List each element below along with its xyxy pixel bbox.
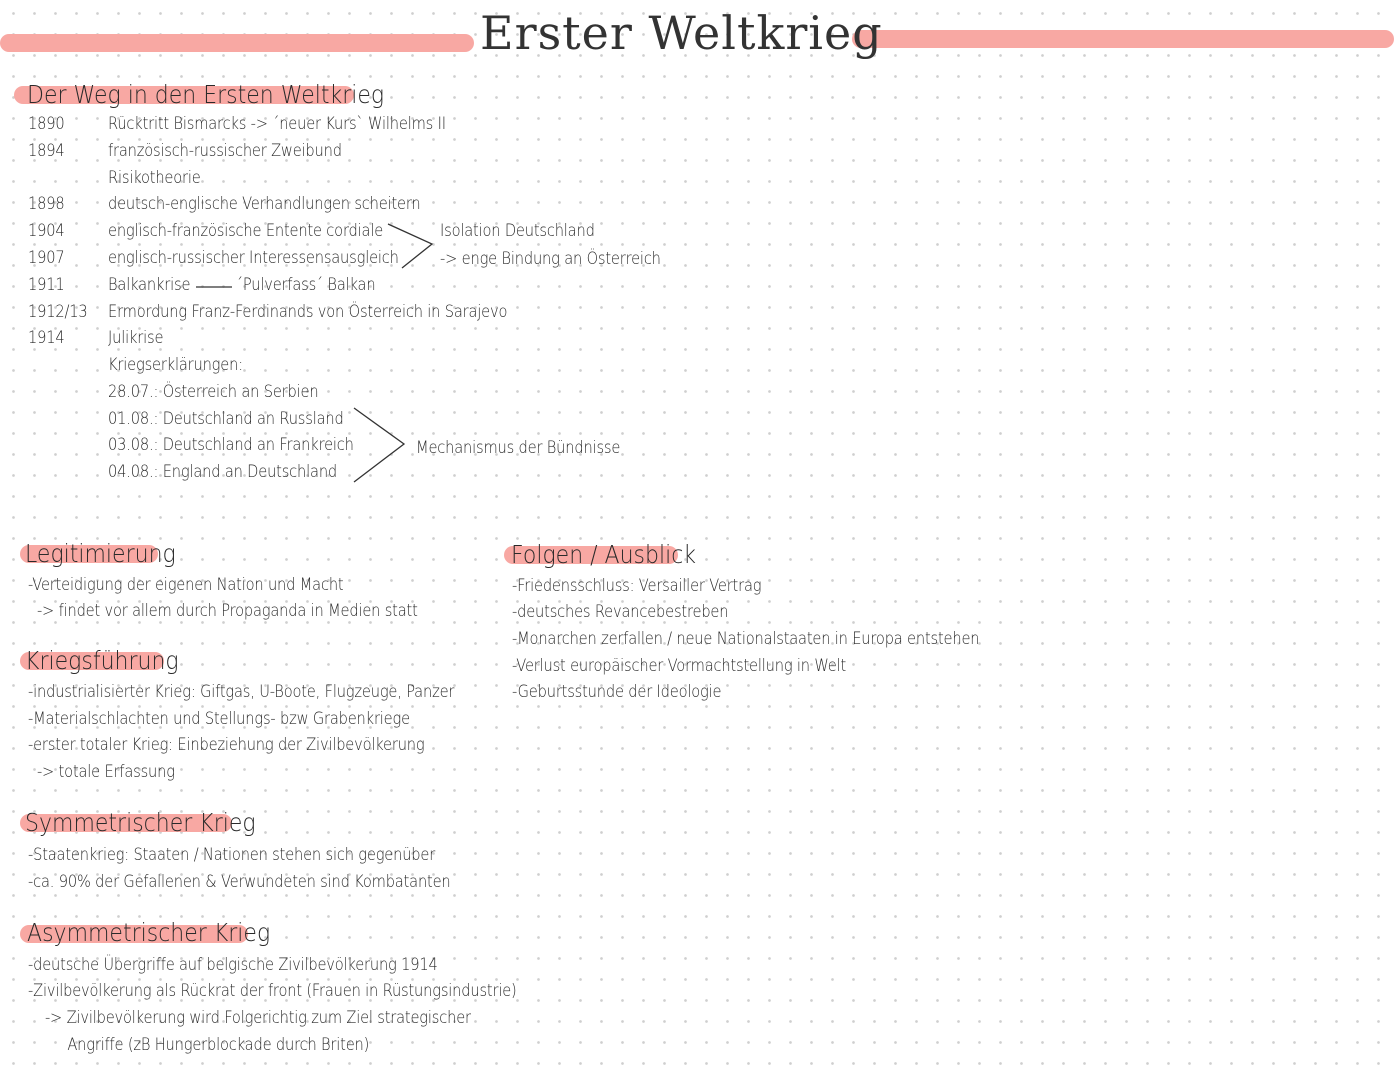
kriegsfuehrung-line: -> totale Erfassung	[28, 762, 175, 782]
asymmetrisch-line: -deutsche Übergriffe auf belgische Zivilbevölkerung 1914	[28, 955, 438, 975]
bindung-note: -> enge Bindung an Österreich	[440, 249, 661, 269]
timeline-text: Ermordung Franz-Ferdinands von Österreich in Sarajevo	[108, 302, 508, 322]
mechanismus-note: Mechanismus der Bündnisse	[416, 438, 621, 458]
section-heading-folgen: Folgen / Ausblick	[511, 540, 697, 569]
timeline-text: deutsch-englische Verhandlungen scheitern	[108, 194, 421, 214]
timeline-year: 1911	[28, 275, 65, 295]
legitimierung-line: -Verteidigung der eigenen Nation und Macht	[28, 575, 344, 595]
folgen-line: -Monarchen zerfallen / neue Nationalstaaten in Europa entstehen	[512, 629, 980, 649]
folgen-line: -Friedensschluss: Versailler Vertrag	[512, 576, 762, 596]
timeline-text: 03.08.: Deutschland an Frankreich	[108, 435, 354, 455]
kriegsfuehrung-line: -Materialschlachten und Stellungs- bzw Grabenkriege	[28, 709, 410, 729]
kriegsfuehrung-line: -industrialisierter Krieg: Giftgas, U-Boote, Flugzeuge, Panzer	[28, 682, 455, 702]
timeline-text: 28.07.: Österreich an Serbien	[108, 382, 319, 402]
symmetrisch-line: -ca. 90% der Gefallenen & Verwundeten sind Kombatanten	[28, 872, 451, 892]
kriegsfuehrung-line: -erster totaler Krieg: Einbeziehung der Zivilbevölkerung	[28, 735, 425, 755]
timeline-year: 1904	[28, 221, 65, 241]
timeline-text: Kriegserklärungen:	[108, 355, 243, 375]
asymmetrisch-line: -> Zivilbevölkerung wird Folgerichtig zum Ziel strategischer	[36, 1008, 471, 1028]
timeline-year: 1914	[28, 328, 65, 348]
section-heading-legitimierung: Legitimierung	[25, 539, 176, 568]
timeline-text: 04.08.: England an Deutschland	[108, 462, 338, 482]
timeline-year: 1894	[28, 141, 65, 161]
timeline-text: englisch-russischer Interessensausgleich	[108, 248, 399, 268]
timeline-text: 01.08.: Deutschland an Russland	[108, 409, 344, 429]
legitimierung-line: -> findet vor allem durch Propaganda in Medien statt	[28, 601, 418, 621]
timeline-text: Balkankrise	[108, 275, 191, 295]
section-heading-kriegsfuehrung: Kriegsführung	[25, 646, 179, 675]
asymmetrisch-line: Angriffe (zB Hungerblockade durch Briten)	[36, 1035, 370, 1055]
timeline-year: 1912/13	[28, 302, 88, 322]
bracket-entente	[388, 224, 432, 268]
timeline-text: englisch-französische Entente cordiale	[108, 221, 384, 241]
page-title: Erster Weltkrieg	[480, 6, 883, 60]
timeline-text: Julikrise	[108, 328, 164, 348]
timeline-year: 1898	[28, 194, 65, 214]
timeline-text: französisch-russischer Zweibund	[108, 141, 342, 161]
section-heading-timeline: Der Weg in den Ersten Weltkrieg	[27, 80, 385, 109]
folgen-line: -Geburtsstunde der Ideologie	[512, 682, 722, 702]
timeline-text: Risikotheorie	[108, 168, 201, 188]
asymmetrisch-line: -Zivilbevölkerung als Rückrat der front (Frauen in Rüstungsindustrie)	[28, 981, 517, 1001]
folgen-line: -Verlust europäischer Vormachtstellung in Welt	[512, 656, 847, 676]
pulverfass-note: ´Pulverfass´ Balkan	[236, 275, 376, 295]
timeline-text: Rücktritt Bismarcks -> ´neuer Kurs` Wilhelms II	[108, 114, 446, 134]
timeline-year: 1907	[28, 248, 65, 268]
symmetrisch-line: -Staatenkrieg: Staaten / Nationen stehen sich gegenüber	[28, 845, 436, 865]
section-heading-symmetrisch: Symmetrischer Krieg	[25, 808, 256, 837]
bracket-declarations	[354, 408, 404, 482]
section-heading-asymmetrisch: Asymmetrischer Krieg	[27, 918, 271, 947]
folgen-line: -deutsches Revancebestreben	[512, 602, 729, 622]
timeline-year: 1890	[28, 114, 65, 134]
isolation-note: Isolation Deutschland	[440, 221, 595, 241]
